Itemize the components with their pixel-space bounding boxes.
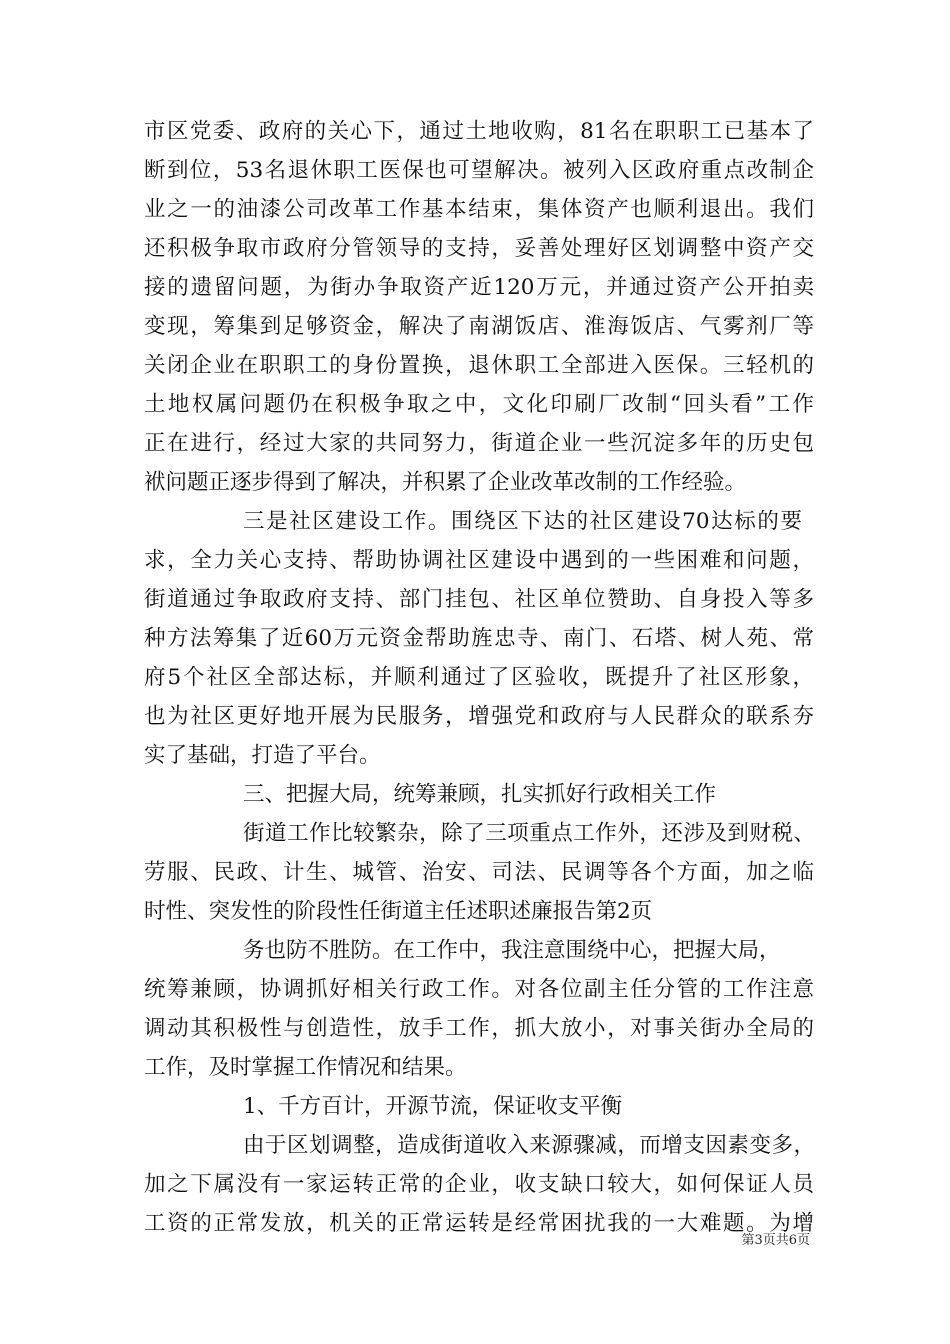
section-heading: 三、把握大局，统筹兼顾，扎实抓好行政相关工作 xyxy=(243,782,717,807)
text-line: 接的遗留问题，为街办争取资产近120万元，并通过资产公开拍卖 xyxy=(144,275,814,300)
subsection-heading: 1、千方百计，开源节流，保证收支平衡 xyxy=(243,1094,623,1119)
text-line: 土地权属问题仍在积极争取之中，文化印刷厂改制“回头看”工作 xyxy=(144,392,814,417)
text-line: 市区党委、政府的关心下，通过土地收购，81名在职职工已基本了 xyxy=(144,119,814,144)
text-line: 工作，及时掌握工作情况和结果。 xyxy=(144,1055,467,1080)
paragraph-start-line: 街道工作比较繁杂，除了三项重点工作外，还涉及到财税、 xyxy=(243,821,815,846)
text-line: 关闭企业在职职工的身份置换，退休职工全部进入医保。三轻机的 xyxy=(144,353,814,378)
text-line: 变现，筹集到足够资金，解决了南湖饭店、淮海饭店、气雾剂厂等 xyxy=(144,314,814,339)
text-line: 还积极争取市政府分管领导的支持，妥善处理好区划调整中资产交 xyxy=(144,236,814,261)
text-line: 时性、突发性的阶段性任街道主任述职述廉报告第2页 xyxy=(144,899,653,924)
text-line: 街道通过争取政府支持、部门挂包、社区单位赞助、自身投入等多 xyxy=(144,587,814,612)
text-line: 正在进行，经过大家的共同努力，街道企业一些沉淀多年的历史包 xyxy=(144,431,814,456)
text-line: 业之一的油漆公司改革工作基本结束，集体资产也顺利退出。我们 xyxy=(144,197,814,222)
text-line: 种方法筹集了近60万元资金帮助旌忠寺、南门、石塔、树人苑、常 xyxy=(144,626,814,651)
paragraph-start-line: 由于区划调整，造成街道收入来源骤减，而增支因素变多， xyxy=(243,1133,815,1158)
text-line: 断到位，53名退休职工医保也可望解决。被列入区政府重点改制企 xyxy=(144,158,814,183)
text-line: 统筹兼顾，协调抓好相关行政工作。对各位副主任分管的工作注意 xyxy=(144,977,814,1002)
text-line: 府5个社区全部达标，并顺利通过了区验收，既提升了社区形象， xyxy=(144,665,814,690)
page-number: 第3页共6页 xyxy=(741,1233,810,1248)
text-line: 调动其积极性与创造性，放手工作，抓大放小，对事关街办全局的 xyxy=(144,1016,814,1041)
paragraph-start-line: 务也防不胜防。在工作中，我注意围绕中心，把握大局， xyxy=(243,938,781,963)
text-line: 劳服、民政、计生、城管、治安、司法、民调等各个方面，加之临 xyxy=(144,860,814,885)
paragraph-start-line: 三是社区建设工作。围绕区下达的社区建设70达标的要 xyxy=(243,509,802,534)
text-line: 工资的正常发放，机关的正常运转是经常困扰我的一大难题。为增 xyxy=(144,1211,814,1236)
text-line: 求，全力关心支持、帮助协调社区建设中遇到的一些困难和问题， xyxy=(144,548,814,573)
text-line: 也为社区更好地开展为民服务，增强党和政府与人民群众的联系夯 xyxy=(144,704,814,729)
text-line: 实了基础，打造了平台。 xyxy=(144,743,381,768)
text-line: 加之下属没有一家运转正常的企业，收支缺口较大，如何保证人员 xyxy=(144,1172,814,1197)
text-line: 袱问题正逐步得到了解决，并积累了企业改革改制的工作经验。 xyxy=(144,470,747,495)
